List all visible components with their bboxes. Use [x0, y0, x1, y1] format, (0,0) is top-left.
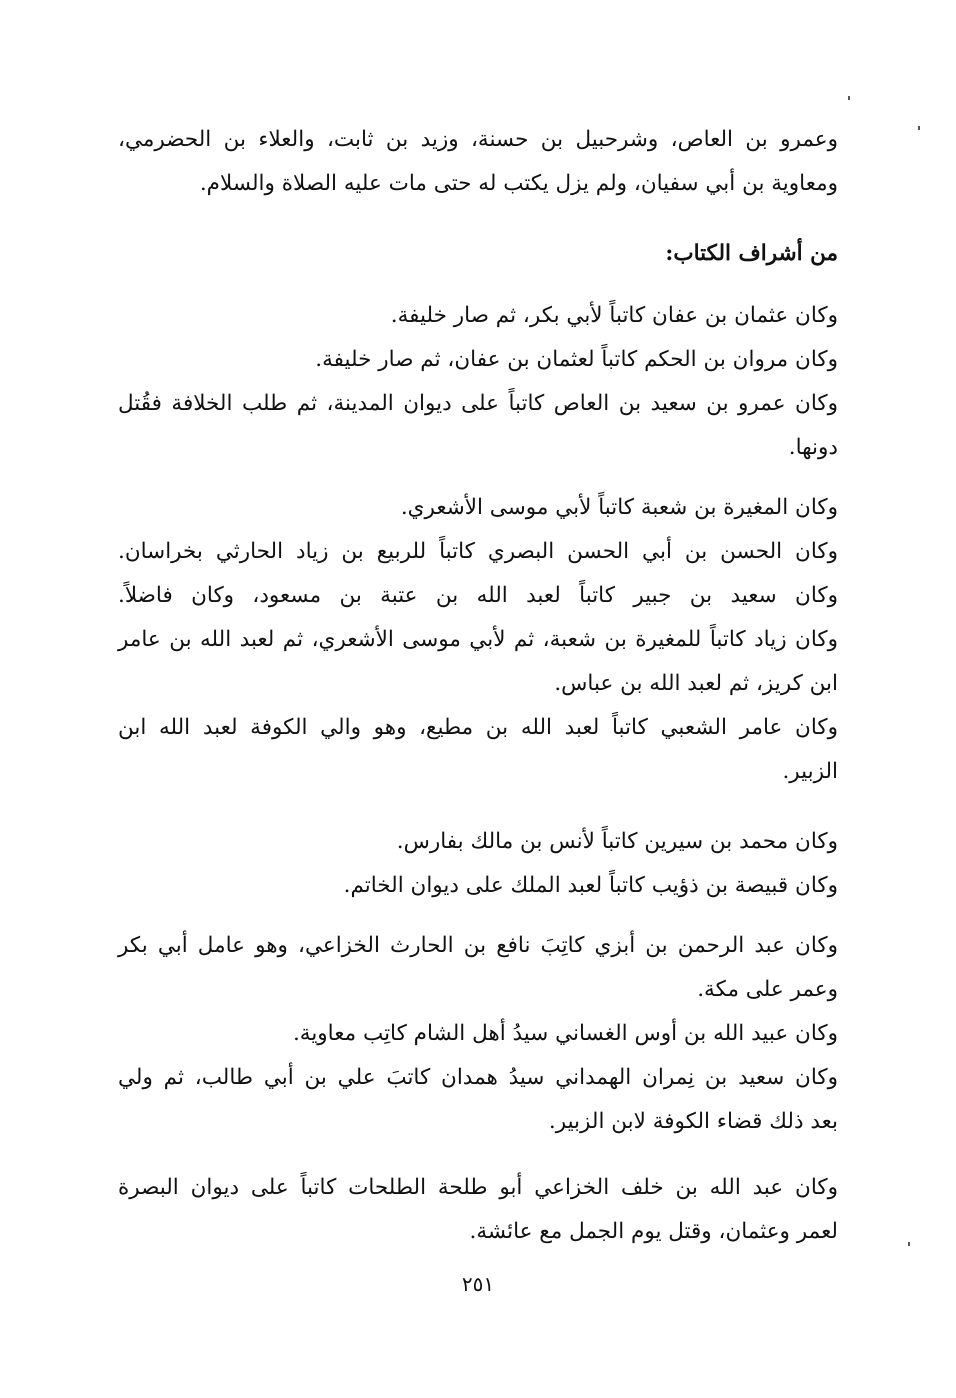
paragraph-group-abdullah-ibn-khalaf [118, 1166, 838, 1254]
page-number: ٢٥١ [461, 1272, 495, 1296]
paragraph-group-abd-al-rahman [118, 924, 838, 1144]
text-line: لعمر وعثمان، وقتل يوم الجمل مع عائشة. [469, 1219, 838, 1244]
text-line: بعد ذلك قضاء الكوفة لابن الزبير. [548, 1109, 838, 1134]
text-line: وكان محمد بن سيرين كاتباً لأنس بن مالك بفارس. [396, 829, 838, 854]
text-line: وكان عبد الله بن خلف الخزاعي أبو طلحة الطلحات كاتباً على ديوان البصرة [118, 1175, 838, 1200]
text-line: وكان قبيصة بن ذؤيب كاتباً لعبد الملك على ديوان الخاتم. [343, 873, 838, 898]
section-heading: من أشراف الكتاب: [665, 241, 838, 266]
text-line: وكان زياد كاتباً للمغيرة بن شعبة، ثم لأبي موسى الأشعري، ثم لعبد الله بن عامر [118, 627, 838, 652]
text-line: ومعاوية بن أبي سفيان، ولم يزل يكتب له حتى مات عليه الصلاة والسلام. [199, 171, 838, 196]
scan-speck [848, 96, 850, 100]
text-line: وكان سعيد بن نِمران الهمداني سيدُ همدان كاتبَ علي بن أبي طالب، ثم ولي [118, 1065, 838, 1090]
paragraph-scribes-list [118, 118, 838, 206]
text-line: وكان عثمان بن عفان كاتباً لأبي بكر، ثم صار خليفة. [390, 303, 838, 328]
text-line: وكان الحسن بن أبي الحسن البصري كاتباً للربيع بن زياد الحارثي بخراسان. [118, 539, 838, 564]
paragraph-group-caliphs [118, 294, 838, 470]
paragraph-group-governors [118, 486, 838, 794]
text-line: وكان عمرو بن سعيد بن العاص كاتباً على ديوان المدينة، ثم طلب الخلافة فقُتل [118, 391, 838, 416]
text-line: ابن كريز، ثم لعبد الله بن عباس. [554, 671, 838, 696]
paragraph-group-ibn-sirin [118, 820, 838, 908]
scan-speck [908, 1242, 910, 1246]
section-heading-block [118, 232, 838, 276]
text-line: وكان سعيد بن جبير كاتباً لعبد الله بن عتبة بن مسعود، وكان فاضلاً. [118, 583, 838, 608]
text-line: وكان عبد الرحمن بن أبزي كاتِبَ نافع بن الحارث الخزاعي، وهو عامل أبي بكر [118, 933, 838, 958]
text-line: وعمرو بن العاص، وشرحبيل بن حسنة، وزيد بن ثابت، والعلاء بن الحضرمي، [118, 127, 838, 152]
text-line: وكان مروان بن الحكم كاتباً لعثمان بن عفان، ثم صار خليفة. [315, 347, 838, 372]
text-line: وعمر على مكة. [697, 977, 838, 1002]
text-line: الزبير. [782, 759, 838, 784]
text-line: وكان عبيد الله بن أوس الغساني سيدُ أهل الشام كاتِب معاوية. [292, 1021, 838, 1046]
text-line: وكان المغيرة بن شعبة كاتباً لأبي موسى الأشعري. [400, 495, 838, 520]
text-line: دونها. [788, 435, 838, 460]
text-line: وكان عامر الشعبي كاتباً لعبد الله بن مطيع، وهو والي الكوفة لعبد الله ابن [118, 715, 838, 740]
scan-speck [918, 126, 920, 130]
